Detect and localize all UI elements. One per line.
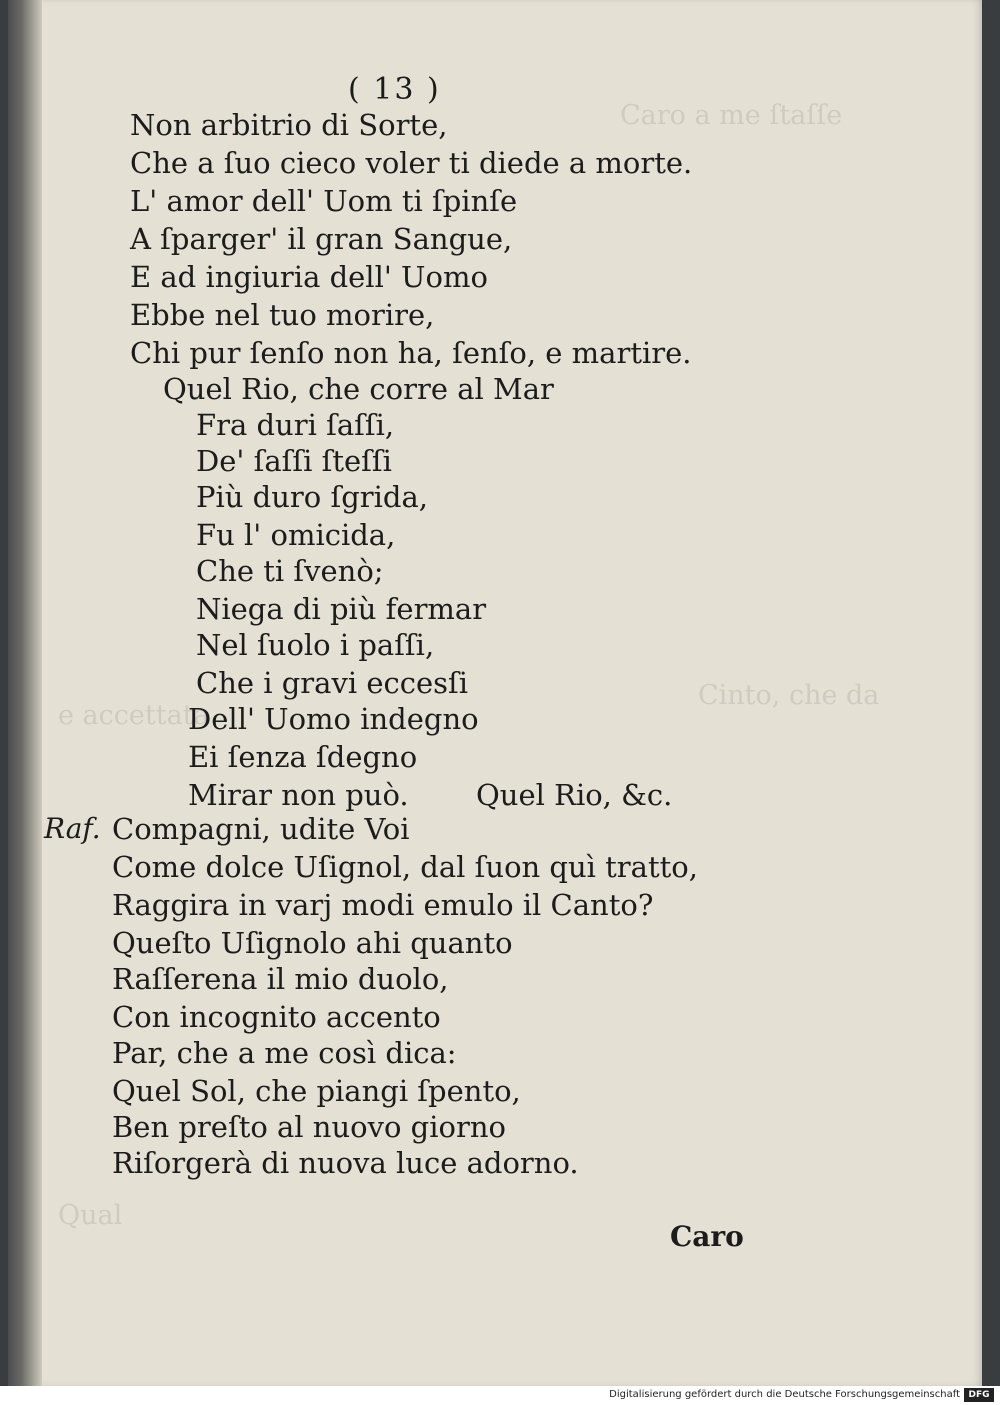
verse-line: L' amor dell' Uom ti ſpinſe: [130, 184, 518, 218]
verse-line: Fra duri ſaſſi,: [196, 408, 395, 442]
speaker-label: Raf.: [44, 812, 101, 845]
verse-line: Dell' Uomo indegno: [188, 702, 479, 736]
refrain-marker: Quel Rio, &c.: [476, 778, 673, 812]
footer-credit: Digitalisierung gefördert durch die Deutsche Forschungsgemeinschaft: [609, 1389, 960, 1400]
verse-line: Chi pur ſenſo non ha, ſenſo, e martire.: [130, 336, 692, 370]
book-spine: [8, 0, 42, 1386]
verse-line: Nel ſuolo i paſſi,: [196, 628, 435, 662]
verse-line: Che ti ſvenò;: [196, 554, 384, 588]
dfg-logo: DFG: [964, 1388, 994, 1402]
verse-line: Quel Sol, che piangi ſpento,: [112, 1074, 521, 1108]
verse-line: E ad ingiuria dell' Uomo: [130, 260, 488, 294]
verse-line: A ſparger' il gran Sangue,: [130, 222, 513, 256]
verse-line: Non arbitrio di Sorte,: [130, 108, 448, 142]
footer-bar: [0, 1386, 1000, 1405]
verse-line: Più duro ſgrida,: [196, 480, 428, 514]
verse-line: Par, che a me così dica:: [112, 1036, 457, 1070]
verse-line: Come dolce Uſignol, dal ſuon quì tratto,: [112, 850, 698, 884]
catchword: Caro: [670, 1220, 744, 1253]
verse-line: Niega di più fermar: [196, 592, 487, 626]
verse-line: Riſorgerà di nuova luce adorno.: [112, 1146, 579, 1180]
verse-line: Mirar non può.: [188, 778, 409, 812]
page-number: ( 13 ): [348, 72, 441, 107]
verse-line: Quel Rio, che corre al Mar: [163, 372, 554, 406]
verse-line: Raſſerena il mio duolo,: [112, 962, 449, 996]
book-page: Caro a me ſtaſſe Cinto, che da e accettata Qual ( 13 ) Non arbitrio di Sorte, Che a ſuo cieco voler ti diede a morte. L' amor dell' Uom ti ſpinſe A ſparger' il gran Sangue, E ad ingiuria dell' Uomo Ebbe nel tuo morire, Chi pur ſenſo non ha, ſenſo, e martire. Quel Rio, che corre al Mar Fra duri ſaſſi, De' ſaſſi ſteſſi Più duro ſgrida, Fu l' omicida, Che ti ſvenò; Niega di più fermar Nel ſuolo i paſſi, Che i gravi eccesſi Dell' Uomo indegno Ei ſenza ſdegno Mirar non può. Quel Rio, &c. Raf. Compagni, udite Voi Come dolce Uſignol, dal ſuon quì tratto, Raggira in varj modi emulo il Canto? Queſto Uſignolo ahi quanto Raſſerena il mio duolo, Con incognito accento Par, che a me così dica: Quel Sol, che piangi ſpento, Ben preſto al nuovo giorno Riſorgerà di nuova luce adorno. Caro: [8, 0, 982, 1386]
verse-line: De' ſaſſi ſteſſi: [196, 444, 392, 478]
verse-line: Che a ſuo cieco voler ti diede a morte.: [130, 146, 693, 180]
verse-line: Che i gravi eccesſi: [196, 666, 469, 700]
verse-line: Raggira in varj modi emulo il Canto?: [112, 888, 654, 922]
verse-line: Compagni, udite Voi: [112, 812, 410, 846]
verse-line: Ebbe nel tuo morire,: [130, 298, 435, 332]
verse-line: Con incognito accento: [112, 1000, 441, 1034]
verse-line: Queſto Uſignolo ahi quanto: [112, 926, 513, 960]
verse-line: Ei ſenza ſdegno: [188, 740, 418, 774]
verse-line: Fu l' omicida,: [196, 518, 396, 552]
verse-line: Ben preſto al nuovo giorno: [112, 1110, 506, 1144]
